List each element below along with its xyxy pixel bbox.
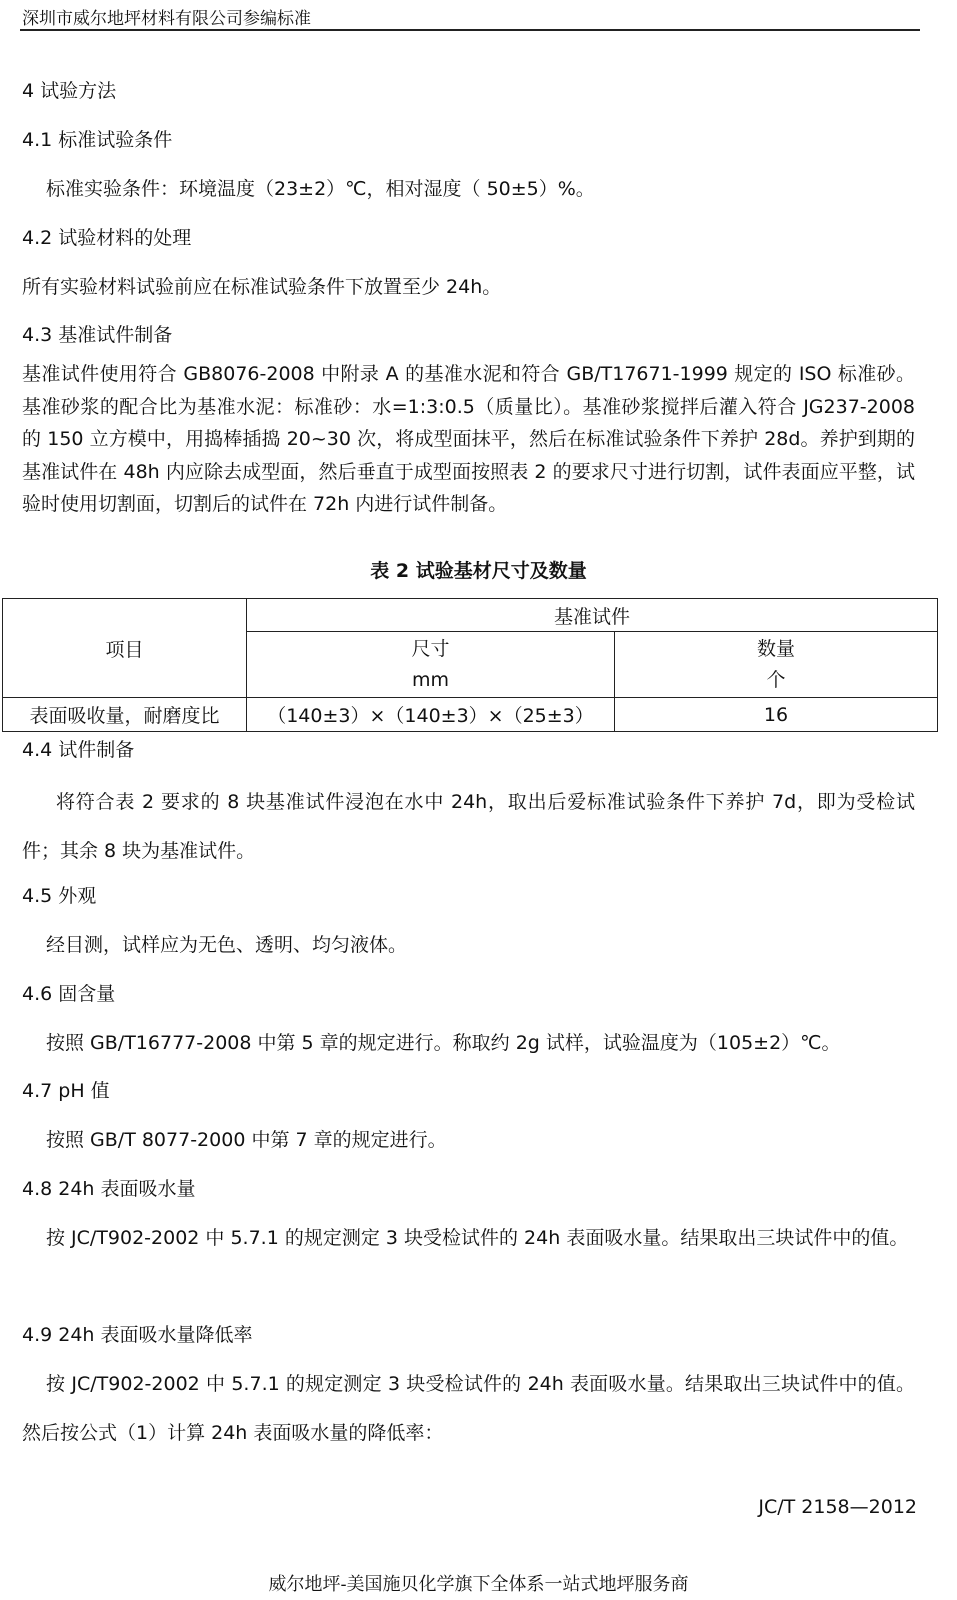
standard-code: JC/T 2158—2012 bbox=[758, 1496, 917, 1518]
section-4-6-title: 4.6 固含量 bbox=[22, 983, 116, 1005]
table-header-size-label: 尺寸 bbox=[411, 637, 450, 660]
section-4-1-body: 标准实验条件：环境温度（23±2）℃，相对湿度（ 50±5）%。 bbox=[46, 178, 595, 200]
section-4-5-title: 4.5 外观 bbox=[22, 885, 97, 907]
page-footer: 威尔地坪-美国施贝化学旗下全体系一站式地坪服务商 bbox=[268, 1574, 689, 1595]
section-4-2-title: 4.2 试验材料的处理 bbox=[22, 227, 192, 249]
table-header-size bbox=[247, 632, 615, 698]
table-cell-item: 表面吸收量，耐磨度比 bbox=[3, 698, 247, 732]
section-4-8-body: 按 JC/T902-2002 中 5.7.1 的规定测定 3 块受检试件的 24h 表面吸水量。结果取出三块试件中的值。 bbox=[46, 1227, 909, 1249]
page-header: 深圳市威尔地坪材料有限公司参编标准 bbox=[22, 9, 311, 29]
table-cell-quantity: 16 bbox=[615, 698, 938, 732]
section-4-1-title: 4.1 标准试验条件 bbox=[22, 129, 173, 151]
section-4-9-title: 4.9 24h 表面吸水量降低率 bbox=[22, 1324, 253, 1346]
table-2 bbox=[2, 598, 938, 732]
section-4-8-title: 4.8 24h 表面吸水量 bbox=[22, 1178, 196, 1200]
table-row bbox=[3, 698, 938, 732]
table-header-item: 项目 bbox=[3, 599, 247, 698]
section-4-title: 4 试验方法 bbox=[22, 80, 117, 102]
section-4-6-body: 按照 GB/T16777-2008 中第 5 章的规定进行。称取约 2g 试样，试验温度为（105±2）℃。 bbox=[46, 1032, 841, 1054]
section-4-3-title: 4.3 基准试件制备 bbox=[22, 324, 173, 346]
header-rule bbox=[20, 29, 920, 31]
table-header-quantity-label: 数量 bbox=[757, 637, 796, 660]
table-cell-size: （140±3）×（140±3）×（25±3） bbox=[247, 698, 615, 732]
section-4-7-title: 4.7 pH 值 bbox=[22, 1080, 110, 1102]
section-4-7-body: 按照 GB/T 8077-2000 中第 7 章的规定进行。 bbox=[46, 1129, 447, 1151]
section-4-4-title: 4.4 试件制备 bbox=[22, 739, 135, 761]
section-4-3-body: 基准试件使用符合 GB8076-2008 中附录 A 的基准水泥和符合 GB/T17671-1999 规定的 ISO 标准砂。基准砂浆的配合比为基准水泥：标准砂：水=1:3:0.5（质量比）。基准砂浆搅拌后灌入符合 JG237-2008 的 150 立方模中，用捣棒插捣 20~30 次，将成型面抹平，然后在标准试验条件下养护 28d。养护到期的基准试件在 48h 内应除去成型面，然后垂直于成型面按照表 2 的要求尺寸进行切割，试件表面应平整，试验时使用切割面，切割后的试件在 72h 内进行试件制备。 bbox=[22, 363, 915, 515]
table-2-caption: 表 2 试验基材尺寸及数量 bbox=[370, 560, 587, 582]
section-4-9-body: 按 JC/T902-2002 中 5.7.1 的规定测定 3 块受检试件的 24h 表面吸水量。结果取出三块试件中的值。然后按公式（1）计算 24h 表面吸水量的降低率： bbox=[22, 1373, 915, 1444]
section-4-4-body: 将符合表 2 要求的 8 块基准试件浸泡在水中 24h，取出后爱标准试验条件下养护 7d，即为受检试件；其余 8 块为基准试件。 bbox=[22, 791, 915, 862]
table-header-group: 基准试件 bbox=[247, 599, 938, 632]
table-header-quantity bbox=[615, 632, 938, 698]
section-4-5-body: 经目测，试样应为无色、透明、均匀液体。 bbox=[46, 934, 408, 956]
table-header-size-unit: mm bbox=[411, 668, 450, 691]
section-4-2-body: 所有实验材料试验前应在标准试验条件下放置至少 24h。 bbox=[22, 276, 502, 298]
table-header-quantity-unit: 个 bbox=[766, 668, 786, 691]
